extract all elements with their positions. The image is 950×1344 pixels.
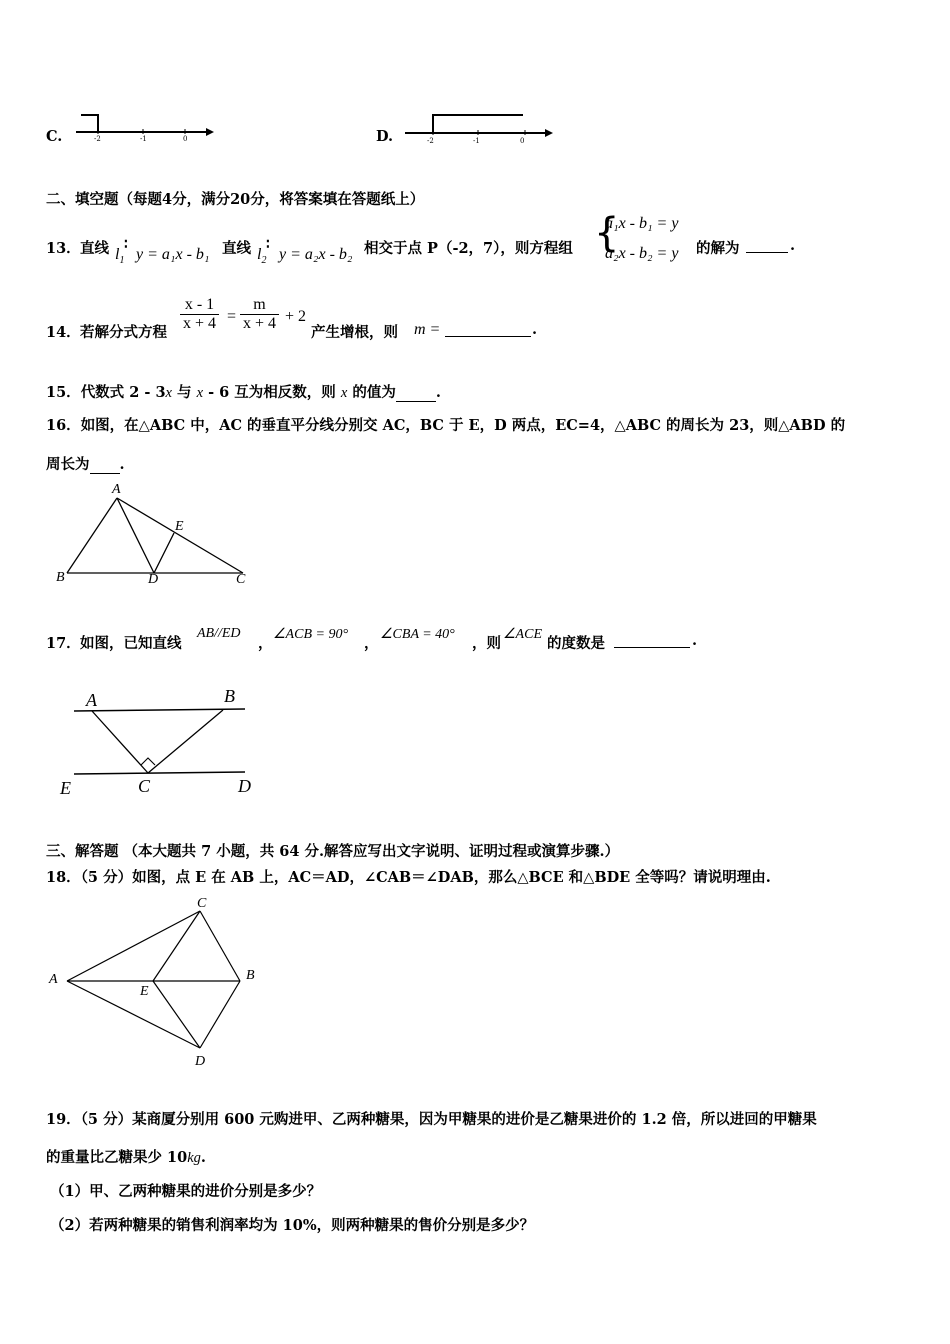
q13-eq1: y = a₁x - b₁ bbox=[136, 246, 210, 263]
q17-cond-angle-cba: ∠CBA = 40° bbox=[380, 627, 455, 642]
q13-end: . bbox=[790, 237, 796, 254]
section-2-title: 二、填空题（每题4分，满分20分，将答案填在答题纸上） bbox=[46, 191, 425, 208]
q19-line-2: 的重量比乙糖果少 10kg. bbox=[46, 1149, 206, 1166]
q18-kite-figure bbox=[50, 895, 270, 1075]
q18-text: 18．（5 分）如图，点 E 在 AB 上，AC＝AD，∠CAB＝∠DAB，那么△BCE 和△BDE 全等吗？请说明理由. bbox=[46, 869, 771, 886]
q15-answer-blank[interactable] bbox=[396, 387, 436, 402]
option-c-label: C. bbox=[46, 128, 63, 145]
q17-label-D: D bbox=[238, 776, 251, 796]
q14-m-equals: m = bbox=[414, 321, 441, 338]
q16-label-E: E bbox=[175, 519, 184, 534]
q14-text-1: 若解分式方程 bbox=[80, 324, 167, 341]
q15-text-d: 的值为 bbox=[347, 384, 396, 401]
q17-text-3: 的度数是 bbox=[547, 635, 605, 652]
q19-sub-2: （2）若两种糖果的销售利润率均为 10%，则两种糖果的售价分别是多少？ bbox=[50, 1217, 535, 1234]
q17-end: . bbox=[692, 632, 698, 649]
q16-label-B: B bbox=[56, 570, 65, 585]
q13-text-1: 直线 bbox=[80, 240, 109, 257]
q17-text-1: 如图，已知直线 bbox=[80, 635, 182, 652]
q18-label-E: E bbox=[140, 984, 149, 999]
q15-end: . bbox=[435, 384, 441, 401]
d-tick-neg1: -1 bbox=[473, 137, 480, 145]
q14-number: 14． bbox=[46, 324, 81, 341]
q17-label-A: A bbox=[86, 690, 97, 710]
q17-ask-angle: ∠ACE bbox=[503, 627, 542, 642]
q14-text-2: 产生增根，则 bbox=[311, 324, 398, 341]
q13-colon-1: ∶ bbox=[124, 236, 128, 253]
q14-equals: = bbox=[227, 308, 237, 325]
q18-label-A: A bbox=[49, 972, 58, 987]
q18-label-B: B bbox=[246, 968, 255, 983]
q13-system-eq1: a₁x - b₁ = y bbox=[605, 215, 679, 232]
q17-cond-angle-acb: ∠ACB = 90° bbox=[273, 627, 349, 642]
q14-f2-numerator: m bbox=[240, 296, 279, 315]
q14-end: . bbox=[532, 321, 538, 338]
q14-f1-numerator: x - 1 bbox=[180, 296, 219, 315]
q17-comma-1: ， bbox=[258, 635, 273, 652]
q17-comma-2: ， bbox=[364, 635, 379, 652]
q16-label-D: D bbox=[148, 572, 159, 587]
q17-text-2: ，则 bbox=[472, 635, 501, 652]
q14-fraction-2 bbox=[240, 296, 279, 333]
option-d-label: D. bbox=[376, 128, 394, 145]
q15-number: 15．代数式 2 - 3x 与 x - 6 互为相反数，则 x 的值为 . bbox=[46, 384, 441, 401]
q15-text-a: 代数式 2 - 3 bbox=[80, 384, 166, 401]
c-tick-neg1: -1 bbox=[140, 135, 147, 143]
q16-label-C: C bbox=[236, 572, 246, 587]
q14-answer-blank[interactable] bbox=[445, 322, 531, 337]
q17-number: 17． bbox=[46, 635, 81, 652]
q14-f1-denominator: x + 4 bbox=[183, 315, 217, 332]
q15-text-b: 与 bbox=[171, 384, 197, 401]
q13-l2: $l_2$ bbox=[257, 246, 267, 267]
q17-label-E: E bbox=[60, 778, 71, 798]
q15-x3: x bbox=[340, 385, 348, 401]
q17-label-C: C bbox=[138, 776, 151, 796]
q18-label-C: C bbox=[197, 896, 207, 911]
q13-text-2: 直线 bbox=[222, 240, 251, 257]
q17-cond-parallel: AB//ED bbox=[197, 626, 241, 641]
q13-text-4: 的解为 bbox=[696, 240, 740, 257]
q16-line-1: 16．如图，在△ABC 中，AC 的垂直平分线分别交 AC，BC 于 E，D 两点，EC=4，△ABC 的周长为 23，则△ABD 的 bbox=[46, 417, 846, 434]
q14-fraction-1 bbox=[180, 296, 219, 333]
q14-plus-2: + 2 bbox=[285, 308, 307, 325]
q17-label-B: B bbox=[224, 686, 235, 706]
section-3-title: 三、解答题 （本大题共 7 小题，共 64 分.解答应写出文字说明、证明过程或演算步骤.） bbox=[46, 843, 620, 860]
q19-sub-1: （1）甲、乙两种糖果的进价分别是多少？ bbox=[50, 1183, 322, 1200]
q19-line-1: 19．（5 分）某商厦分别用 600 元购进甲、乙两种糖果，因为甲糖果的进价是乙糖果进价的 1.2 倍，所以进回的甲糖果 bbox=[46, 1111, 817, 1128]
c-tick-0: 0 bbox=[183, 135, 188, 143]
q13-brace: { bbox=[594, 210, 620, 256]
c-tick-neg2: -2 bbox=[94, 135, 101, 143]
q17-answer-blank[interactable] bbox=[614, 633, 690, 648]
q13-text-3: 相交于点 P（-2，7），则方程组 bbox=[364, 240, 573, 257]
q16-label-A: A bbox=[112, 482, 121, 497]
q13-l1: $l_1$ bbox=[115, 246, 125, 267]
q13-colon-2: ∶ bbox=[266, 236, 270, 253]
d-tick-neg2: -2 bbox=[427, 137, 434, 145]
q18-label-D: D bbox=[195, 1054, 206, 1069]
q14-f2-denominator: x + 4 bbox=[243, 315, 277, 332]
q13-eq2: y = a₂x - b₂ bbox=[279, 246, 353, 263]
q13-system-eq2: a₂x - b₂ = y bbox=[605, 245, 679, 262]
q16-line-2: 周长为 . bbox=[46, 456, 125, 473]
q15-x1: x bbox=[165, 385, 172, 401]
q15-text-c: - 6 互为相反数，则 bbox=[203, 384, 341, 401]
q16-answer-blank[interactable] bbox=[90, 459, 120, 474]
d-tick-0: 0 bbox=[520, 137, 525, 145]
q13-answer-blank[interactable] bbox=[746, 238, 788, 253]
q15-x2: x bbox=[196, 385, 204, 401]
q13-number: 13． bbox=[46, 240, 81, 257]
